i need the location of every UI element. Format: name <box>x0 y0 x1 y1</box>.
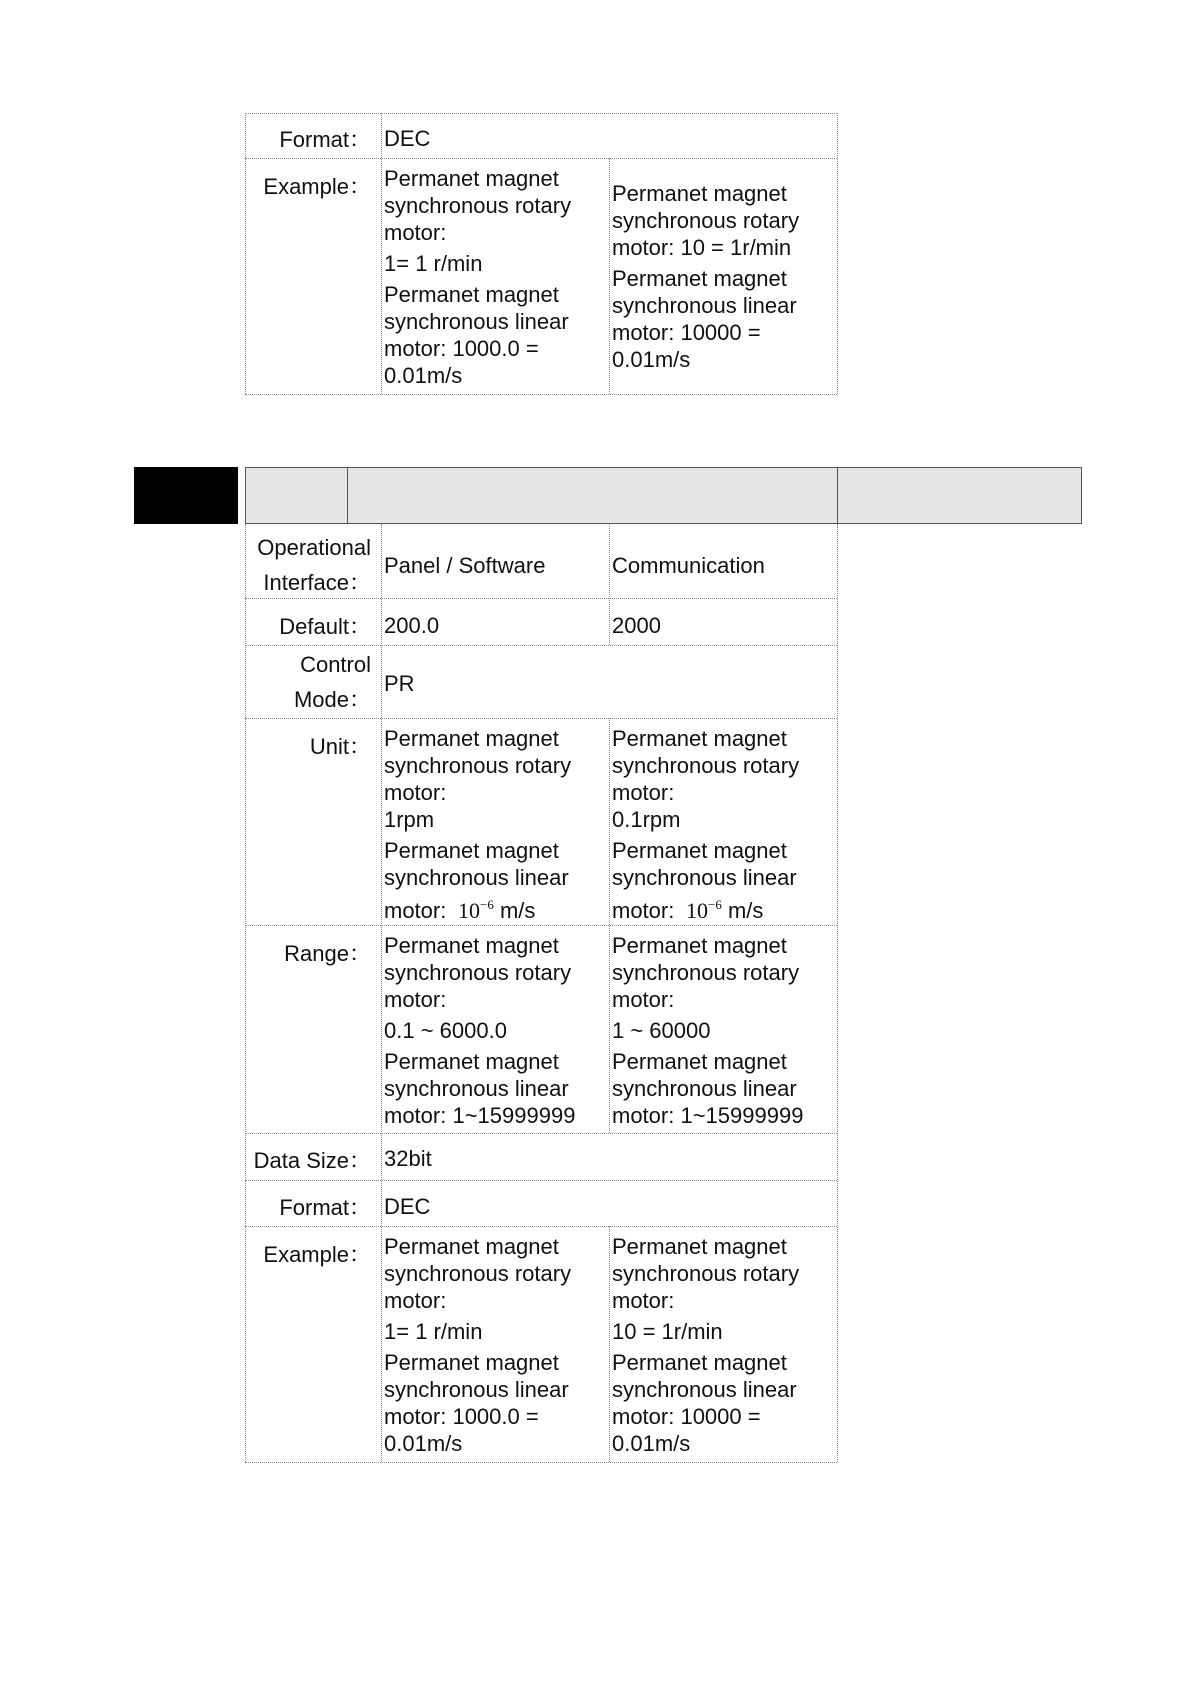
range-label: Range： <box>284 941 371 966</box>
range-linear-line: synchronous linear <box>612 1076 797 1101</box>
unit-rotary-line: synchronous rotary <box>384 753 572 778</box>
default-panel-value: 200.0 <box>384 613 440 638</box>
range-rotary-line: motor: <box>612 987 675 1012</box>
example-rotary-line: Permanet magnet <box>612 181 787 206</box>
unit-rotary-line: motor: <box>384 780 447 805</box>
unit-rotary-line: Permanet magnet <box>612 726 787 751</box>
parameter-section-tab <box>134 467 238 524</box>
unit-linear-suffix: m/s <box>499 898 536 923</box>
example-rotary-line: Permanet magnet <box>384 1234 559 1259</box>
unit-linear-line: synchronous linear <box>612 865 797 890</box>
operational-label-line: Interface： <box>263 570 371 595</box>
example-rotary-value: 10 = 1r/min <box>612 1319 723 1344</box>
example-col1 <box>381 1233 609 1457</box>
unit-rotary-value: 1rpm <box>384 807 435 832</box>
unit-linear-exponent: −6 <box>479 897 494 912</box>
format-value: DEC <box>384 1194 431 1219</box>
range-linear-value: motor: 1~15999999 <box>384 1103 576 1128</box>
range-rotary-value: 0.1 ~ 6000.0 <box>384 1018 507 1043</box>
example-rotary-line: Permanet magnet <box>384 166 559 191</box>
example-col2 <box>609 180 837 373</box>
unit-linear-prefix: motor: <box>384 898 447 923</box>
example-linear-line: 0.01m/s <box>384 1431 463 1456</box>
unit-col1 <box>381 725 609 924</box>
example-label: Example： <box>263 174 371 199</box>
format-label: Format： <box>279 1195 371 1220</box>
unit-rotary-value: 0.1rpm <box>612 807 681 832</box>
example-col2 <box>609 1233 837 1457</box>
example-linear-line: 0.01m/s <box>384 363 463 388</box>
range-rotary-line: synchronous rotary <box>384 960 572 985</box>
example-linear-line: Permanet magnet <box>384 282 559 307</box>
example-linear-line: motor: 1000.0 = <box>384 1404 539 1429</box>
unit-linear-line: synchronous linear <box>384 865 569 890</box>
operational-communication: Communication <box>612 553 765 578</box>
unit-linear-base: 10 <box>457 898 480 923</box>
range-rotary-line: motor: <box>384 987 447 1012</box>
unit-linear-line: Permanet magnet <box>612 838 787 863</box>
example-rotary-line: Permanet magnet <box>612 1234 787 1259</box>
example-linear-line: synchronous linear <box>384 1377 569 1402</box>
example-rotary-line: synchronous rotary <box>384 193 572 218</box>
range-rotary-value: 1 ~ 60000 <box>612 1018 711 1043</box>
example-linear-line: 0.01m/s <box>612 347 691 372</box>
unit-rotary-line: motor: <box>612 780 675 805</box>
range-linear-line: Permanet magnet <box>384 1049 559 1074</box>
example-label: Example： <box>263 1242 371 1267</box>
example-linear-line: Permanet magnet <box>384 1350 559 1375</box>
example-linear-line: Permanet magnet <box>612 266 787 291</box>
range-linear-value: motor: 1~15999999 <box>612 1103 804 1128</box>
example-rotary-line: motor: <box>384 220 447 245</box>
control-mode-label <box>245 647 381 717</box>
range-col1 <box>381 932 609 1129</box>
range-rotary-line: Permanet magnet <box>384 933 559 958</box>
control-mode-value: PR <box>384 671 415 696</box>
example-rotary-line: motor: <box>384 1288 447 1313</box>
operational-interface-label <box>245 530 383 600</box>
unit-col2 <box>609 725 837 924</box>
unit-linear-power <box>680 898 721 923</box>
operational-panel-software: Panel / Software <box>384 553 546 578</box>
unit-linear-suffix: m/s <box>727 898 764 923</box>
example-linear-line: motor: 1000.0 = <box>384 336 539 361</box>
data-size-label: Data Size： <box>253 1148 371 1173</box>
unit-label: Unit： <box>309 734 371 759</box>
example-linear-line: 0.01m/s <box>612 1431 691 1456</box>
example-linear-line: motor: 10000 = <box>612 1404 761 1429</box>
example-rotary-line: motor: <box>612 1288 675 1313</box>
range-linear-line: Permanet magnet <box>612 1049 787 1074</box>
example-rotary-line: synchronous rotary <box>612 1261 800 1286</box>
format-label: Format： <box>279 127 371 152</box>
example-linear-line: Permanet magnet <box>612 1350 787 1375</box>
range-rotary-line: synchronous rotary <box>612 960 800 985</box>
example-linear-line: motor: 10000 = <box>612 320 761 345</box>
operational-label-line: Operational <box>257 535 371 560</box>
unit-rotary-line: Permanet magnet <box>384 726 559 751</box>
default-label: Default： <box>279 614 371 639</box>
unit-linear-line: Permanet magnet <box>384 838 559 863</box>
default-communication-value: 2000 <box>612 613 661 638</box>
example-rotary-line: synchronous rotary <box>612 208 800 233</box>
range-linear-line: synchronous linear <box>384 1076 569 1101</box>
example-col1 <box>381 165 609 389</box>
unit-linear-exponent: −6 <box>707 897 722 912</box>
unit-linear-prefix: motor: <box>612 898 675 923</box>
range-col2 <box>609 932 837 1129</box>
unit-linear-base: 10 <box>685 898 708 923</box>
parameter-header-bar <box>245 467 1082 524</box>
example-linear-line: synchronous linear <box>384 309 569 334</box>
unit-linear-power <box>452 898 493 923</box>
unit-rotary-line: synchronous rotary <box>612 753 800 778</box>
example-linear-line: synchronous linear <box>612 293 797 318</box>
example-linear-line: synchronous linear <box>612 1377 797 1402</box>
format-value: DEC <box>384 126 431 151</box>
control-label-line: Control <box>300 652 371 677</box>
range-rotary-line: Permanet magnet <box>612 933 787 958</box>
example-rotary-value: 1= 1 r/min <box>384 251 483 276</box>
example-rotary-line: synchronous rotary <box>384 1261 572 1286</box>
example-rotary-line: motor: 10 = 1r/min <box>612 235 792 260</box>
control-label-line: Mode： <box>293 687 371 712</box>
example-rotary-value: 1= 1 r/min <box>384 1319 483 1344</box>
data-size-value: 32bit <box>384 1146 432 1171</box>
